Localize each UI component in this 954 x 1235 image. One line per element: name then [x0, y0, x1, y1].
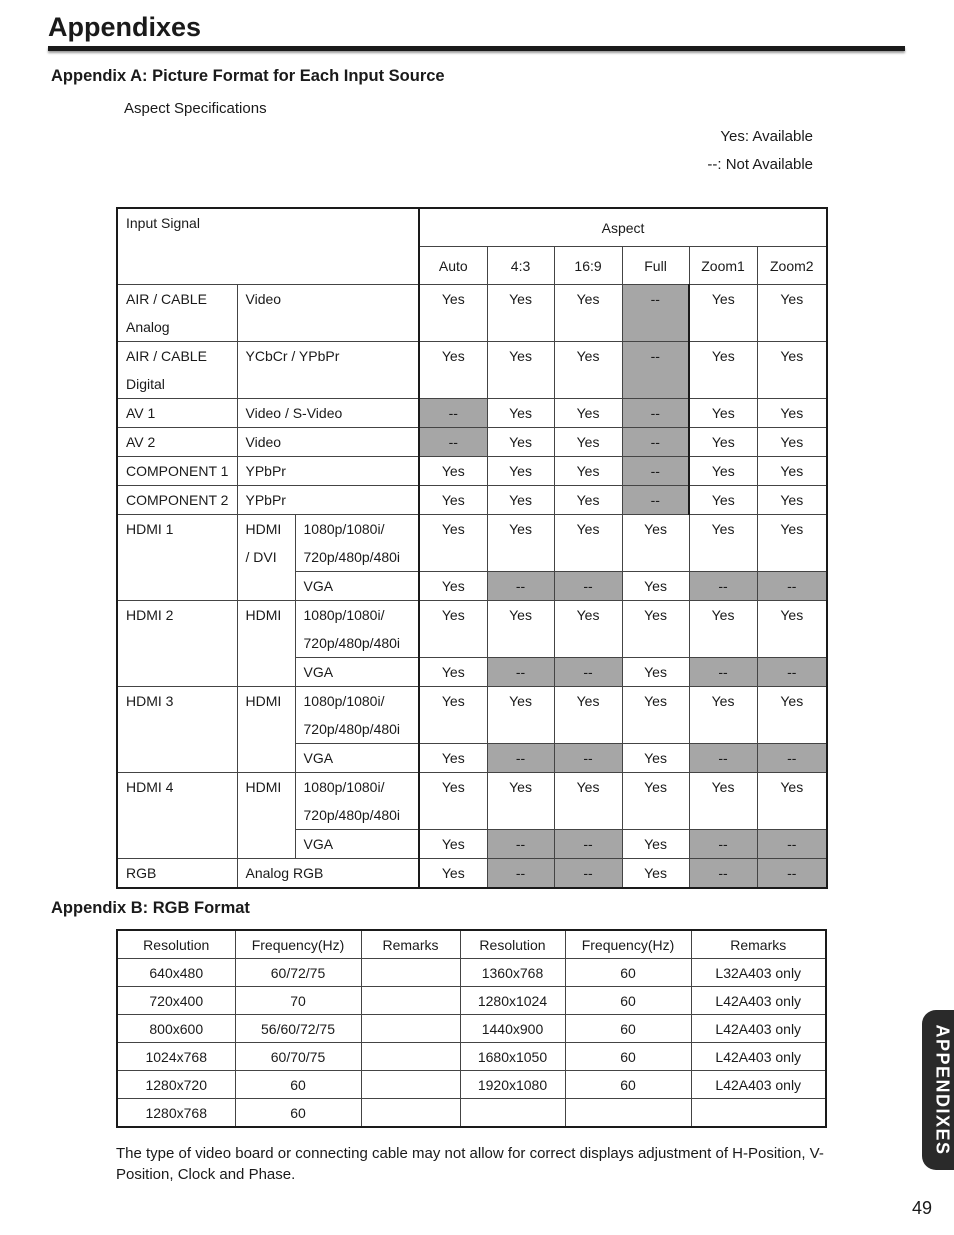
- aspect-value-cell: Yes: [757, 428, 827, 457]
- signal-type-cell: YCbCr / YPbPr: [237, 342, 419, 399]
- aspect-value-cell: Yes: [689, 428, 757, 457]
- aspect-value-cell: Yes: [487, 515, 554, 572]
- aspect-value-cell: Yes: [757, 773, 827, 830]
- aspect-value-cell: --: [622, 428, 689, 457]
- aspect-value-cell: Yes: [419, 572, 487, 601]
- aspect-value-cell: --: [689, 572, 757, 601]
- aspect-value-cell: --: [622, 285, 689, 342]
- aspect-value-cell: --: [487, 744, 554, 773]
- aspect-value-cell: Yes: [622, 830, 689, 859]
- input-name-cell: [117, 399, 237, 428]
- aspect-value-cell: Yes: [757, 342, 827, 399]
- aspect-value-cell: Yes: [554, 457, 622, 486]
- table-cell: 1280x1024: [460, 987, 565, 1015]
- appendix-b-heading: Appendix B: RGB Format: [51, 899, 250, 917]
- aspect-value-cell: Yes: [622, 572, 689, 601]
- table-cell: 1024x768: [117, 1043, 235, 1071]
- aspect-value-cell: Yes: [689, 773, 757, 830]
- column-header: Resolution: [117, 930, 235, 959]
- aspect-value-cell: Yes: [487, 285, 554, 342]
- table-cell: 1360x768: [460, 959, 565, 987]
- aspect-value-cell: Yes: [689, 399, 757, 428]
- aspect-value-cell: Yes: [757, 601, 827, 658]
- column-header: Frequency(Hz): [235, 930, 361, 959]
- aspect-value-cell: Yes: [554, 399, 622, 428]
- cell-line: HDMI: [245, 607, 282, 623]
- aspect-value-cell: --: [622, 457, 689, 486]
- header-row: [117, 208, 827, 247]
- page-number: 49: [912, 1198, 933, 1218]
- cell-line: 720p/480p/480i: [303, 549, 401, 565]
- table-cell: [361, 1071, 460, 1099]
- cell-line: COMPONENT 1: [126, 463, 229, 479]
- aspect-value-cell: Yes: [554, 687, 622, 744]
- signal-type-cell: Video: [237, 285, 419, 342]
- aspect-value-cell: --: [487, 658, 554, 687]
- table-cell: 60: [565, 1015, 691, 1043]
- aspect-value-cell: Yes: [622, 515, 689, 572]
- aspect-value-cell: Yes: [622, 601, 689, 658]
- table-cell: 1920x1080: [460, 1071, 565, 1099]
- hdmi-type-cell: [237, 515, 295, 601]
- table-row: [117, 399, 827, 428]
- aspect-value-cell: Yes: [689, 285, 757, 342]
- column-header: Remarks: [361, 930, 460, 959]
- table-cell: 1280x720: [117, 1071, 235, 1099]
- cell-line: / DVI: [245, 549, 277, 565]
- aspect-value-cell: Yes: [487, 773, 554, 830]
- aspect-value-cell: Yes: [554, 515, 622, 572]
- aspect-value-cell: --: [554, 744, 622, 773]
- aspect-value-cell: Yes: [487, 342, 554, 399]
- aspect-value-cell: --: [757, 658, 827, 687]
- aspect-column-header: 16:9: [554, 247, 622, 285]
- aspect-value-cell: Yes: [419, 830, 487, 859]
- cell-line: Analog: [126, 319, 170, 335]
- page-title: Appendixes: [48, 12, 202, 42]
- cell-line: 720p/480p/480i: [303, 721, 401, 737]
- table-cell: 70: [235, 987, 361, 1015]
- input-name-cell: HDMI 2: [117, 601, 237, 687]
- aspect-value-cell: --: [487, 572, 554, 601]
- table-row: [117, 1099, 826, 1128]
- aspect-value-cell: Yes: [487, 687, 554, 744]
- aspect-value-cell: Yes: [622, 687, 689, 744]
- aspect-value-cell: Yes: [419, 687, 487, 744]
- hdmi-type-cell: [237, 601, 295, 687]
- resolution-cell: [295, 687, 419, 744]
- table-row: [117, 1071, 826, 1099]
- table-cell: 720x400: [117, 987, 235, 1015]
- table-row: [117, 342, 827, 399]
- aspect-value-cell: Yes: [419, 744, 487, 773]
- table-row: [117, 1043, 826, 1071]
- aspect-value-cell: Yes: [419, 285, 487, 342]
- legend-yes: Yes: Available: [720, 128, 813, 145]
- aspect-value-cell: --: [757, 572, 827, 601]
- table-row: [117, 959, 826, 987]
- hdmi-type-cell: [237, 773, 295, 859]
- table-row: [117, 486, 827, 515]
- table-row: [117, 285, 827, 342]
- aspect-value-cell: Yes: [622, 658, 689, 687]
- cell-line: 720p/480p/480i: [303, 807, 401, 823]
- table-cell: 60/72/75: [235, 959, 361, 987]
- table-cell: 1440x900: [460, 1015, 565, 1043]
- aspect-value-cell: Yes: [487, 457, 554, 486]
- aspect-value-cell: Yes: [554, 486, 622, 515]
- aspect-value-cell: --: [554, 830, 622, 859]
- cell-line: HDMI: [245, 521, 282, 537]
- aspect-value-cell: Yes: [554, 601, 622, 658]
- aspect-value-cell: Yes: [487, 486, 554, 515]
- table-cell: L42A403 only: [691, 1043, 826, 1071]
- aspect-value-cell: Yes: [689, 687, 757, 744]
- aspect-column-header: Auto: [419, 247, 487, 285]
- aspect-value-cell: --: [622, 486, 689, 515]
- table-cell: [460, 1099, 565, 1128]
- input-signal-header: Input Signal: [117, 208, 419, 285]
- input-name-cell: [117, 342, 237, 399]
- table-cell: 56/60/72/75: [235, 1015, 361, 1043]
- aspect-value-cell: --: [487, 859, 554, 889]
- input-name-cell: [117, 428, 237, 457]
- resolution-cell: [295, 601, 419, 658]
- cell-line: HDMI: [245, 693, 282, 709]
- cell-line: AV 1: [126, 405, 156, 421]
- aspect-value-cell: Yes: [689, 515, 757, 572]
- input-name-cell: [117, 285, 237, 342]
- table-row: [117, 515, 827, 572]
- table-row: [117, 457, 827, 486]
- table-cell: [565, 1099, 691, 1128]
- aspect-value-cell: --: [419, 399, 487, 428]
- table-cell: 1680x1050: [460, 1043, 565, 1071]
- table-cell: L32A403 only: [691, 959, 826, 987]
- aspect-table: [116, 207, 828, 889]
- aspect-value-cell: Yes: [419, 515, 487, 572]
- aspect-value-cell: Yes: [622, 744, 689, 773]
- aspect-value-cell: Yes: [757, 486, 827, 515]
- table-cell: [361, 959, 460, 987]
- hdmi-type-cell: [237, 687, 295, 773]
- aspect-value-cell: Yes: [554, 285, 622, 342]
- resolution-cell: [295, 773, 419, 830]
- input-name-cell: RGB: [117, 859, 237, 889]
- aspect-value-cell: Yes: [757, 457, 827, 486]
- cell-line: AIR / CABLE: [126, 348, 207, 364]
- input-name-cell: HDMI 1: [117, 515, 237, 601]
- vga-cell: VGA: [295, 744, 419, 773]
- table-cell: 60/70/75: [235, 1043, 361, 1071]
- aspect-value-cell: Yes: [419, 457, 487, 486]
- column-header: Frequency(Hz): [565, 930, 691, 959]
- aspect-value-cell: --: [554, 572, 622, 601]
- input-name-cell: HDMI 3: [117, 687, 237, 773]
- cell-line: COMPONENT 2: [126, 492, 229, 508]
- table-cell: [361, 1015, 460, 1043]
- aspect-value-cell: Yes: [757, 687, 827, 744]
- table-cell: 60: [565, 987, 691, 1015]
- aspect-value-cell: --: [689, 859, 757, 889]
- column-header: Resolution: [460, 930, 565, 959]
- aspect-column-header: Zoom2: [757, 247, 827, 285]
- table-row: [117, 601, 827, 658]
- table-cell: 60: [565, 1043, 691, 1071]
- side-tab-label: APPENDIXES: [932, 1024, 953, 1156]
- table-cell: 800x600: [117, 1015, 235, 1043]
- aspect-value-cell: --: [487, 830, 554, 859]
- aspect-value-cell: Yes: [689, 457, 757, 486]
- appendix-a-heading: Appendix A: Picture Format for Each Input Source: [51, 67, 445, 85]
- table-cell: L42A403 only: [691, 987, 826, 1015]
- aspect-value-cell: Yes: [487, 399, 554, 428]
- cell-line: 1080p/1080i/: [303, 779, 385, 795]
- aspect-value-cell: Yes: [757, 399, 827, 428]
- vga-cell: VGA: [295, 658, 419, 687]
- table-row: [117, 987, 826, 1015]
- input-name-cell: [117, 486, 237, 515]
- aspect-value-cell: Yes: [689, 486, 757, 515]
- aspect-value-cell: Yes: [554, 342, 622, 399]
- table-row: [117, 428, 827, 457]
- aspect-value-cell: Yes: [622, 859, 689, 889]
- table-row: [117, 687, 827, 744]
- table-cell: 640x480: [117, 959, 235, 987]
- signal-type-cell: Analog RGB: [237, 859, 419, 889]
- table-cell: 60: [235, 1099, 361, 1128]
- aspect-value-cell: Yes: [487, 601, 554, 658]
- table-cell: [361, 1099, 460, 1128]
- aspect-value-cell: Yes: [689, 342, 757, 399]
- input-name-cell: HDMI 4: [117, 773, 237, 859]
- title-rule: [48, 46, 905, 51]
- table-cell: [691, 1099, 826, 1128]
- aspect-value-cell: Yes: [554, 428, 622, 457]
- aspect-value-cell: Yes: [757, 285, 827, 342]
- cell-line: AV 2: [126, 434, 156, 450]
- header-row: [117, 930, 826, 959]
- aspect-spec-label: Aspect Specifications: [124, 100, 267, 117]
- aspect-column-header: Full: [622, 247, 689, 285]
- rgb-format-table: [116, 929, 827, 1128]
- cell-line: 1080p/1080i/: [303, 521, 385, 537]
- aspect-value-cell: --: [622, 399, 689, 428]
- aspect-value-cell: --: [757, 859, 827, 889]
- section-side-tab: [922, 1010, 954, 1170]
- column-header: Remarks: [691, 930, 826, 959]
- aspect-value-cell: Yes: [689, 601, 757, 658]
- aspect-value-cell: Yes: [419, 342, 487, 399]
- signal-type-cell: YPbPr: [237, 457, 419, 486]
- aspect-value-cell: --: [419, 428, 487, 457]
- cell-line: Digital: [126, 376, 165, 392]
- aspect-value-cell: Yes: [419, 859, 487, 889]
- aspect-value-cell: Yes: [487, 428, 554, 457]
- aspect-value-cell: --: [757, 744, 827, 773]
- aspect-value-cell: --: [689, 744, 757, 773]
- table-cell: L42A403 only: [691, 1015, 826, 1043]
- cell-line: AIR / CABLE: [126, 291, 207, 307]
- table-cell: [361, 987, 460, 1015]
- cell-line: HDMI: [245, 779, 282, 795]
- aspect-value-cell: --: [689, 658, 757, 687]
- aspect-value-cell: Yes: [419, 658, 487, 687]
- table-row: [117, 773, 827, 830]
- aspect-value-cell: Yes: [419, 601, 487, 658]
- cell-line: 1080p/1080i/: [303, 607, 385, 623]
- signal-type-cell: Video / S-Video: [237, 399, 419, 428]
- table-cell: 60: [565, 959, 691, 987]
- aspect-value-cell: Yes: [757, 515, 827, 572]
- aspect-value-cell: --: [689, 830, 757, 859]
- vga-cell: VGA: [295, 572, 419, 601]
- resolution-cell: [295, 515, 419, 572]
- table-cell: 60: [235, 1071, 361, 1099]
- aspect-column-header: 4:3: [487, 247, 554, 285]
- aspect-value-cell: Yes: [554, 773, 622, 830]
- aspect-value-cell: Yes: [622, 773, 689, 830]
- table-row: [117, 1015, 826, 1043]
- input-name-cell: [117, 457, 237, 486]
- table-cell: 1280x768: [117, 1099, 235, 1128]
- aspect-column-header: Zoom1: [689, 247, 757, 285]
- aspect-value-cell: --: [554, 658, 622, 687]
- signal-type-cell: Video: [237, 428, 419, 457]
- table-row: [117, 859, 827, 889]
- table-cell: [361, 1043, 460, 1071]
- aspect-value-cell: Yes: [419, 486, 487, 515]
- aspect-value-cell: --: [554, 859, 622, 889]
- aspect-header: Aspect: [419, 208, 827, 247]
- rgb-note: The type of video board or connecting cable may not allow for correct displays adjustment of H-Position, V-Position, Clock and Phase.: [116, 1145, 824, 1183]
- table-cell: 60: [565, 1071, 691, 1099]
- cell-line: 1080p/1080i/: [303, 693, 385, 709]
- legend-not-available: --: Not Available: [707, 156, 813, 173]
- cell-line: 720p/480p/480i: [303, 635, 401, 651]
- vga-cell: VGA: [295, 830, 419, 859]
- signal-type-cell: YPbPr: [237, 486, 419, 515]
- aspect-value-cell: --: [757, 830, 827, 859]
- aspect-value-cell: --: [622, 342, 689, 399]
- table-cell: L42A403 only: [691, 1071, 826, 1099]
- aspect-value-cell: Yes: [419, 773, 487, 830]
